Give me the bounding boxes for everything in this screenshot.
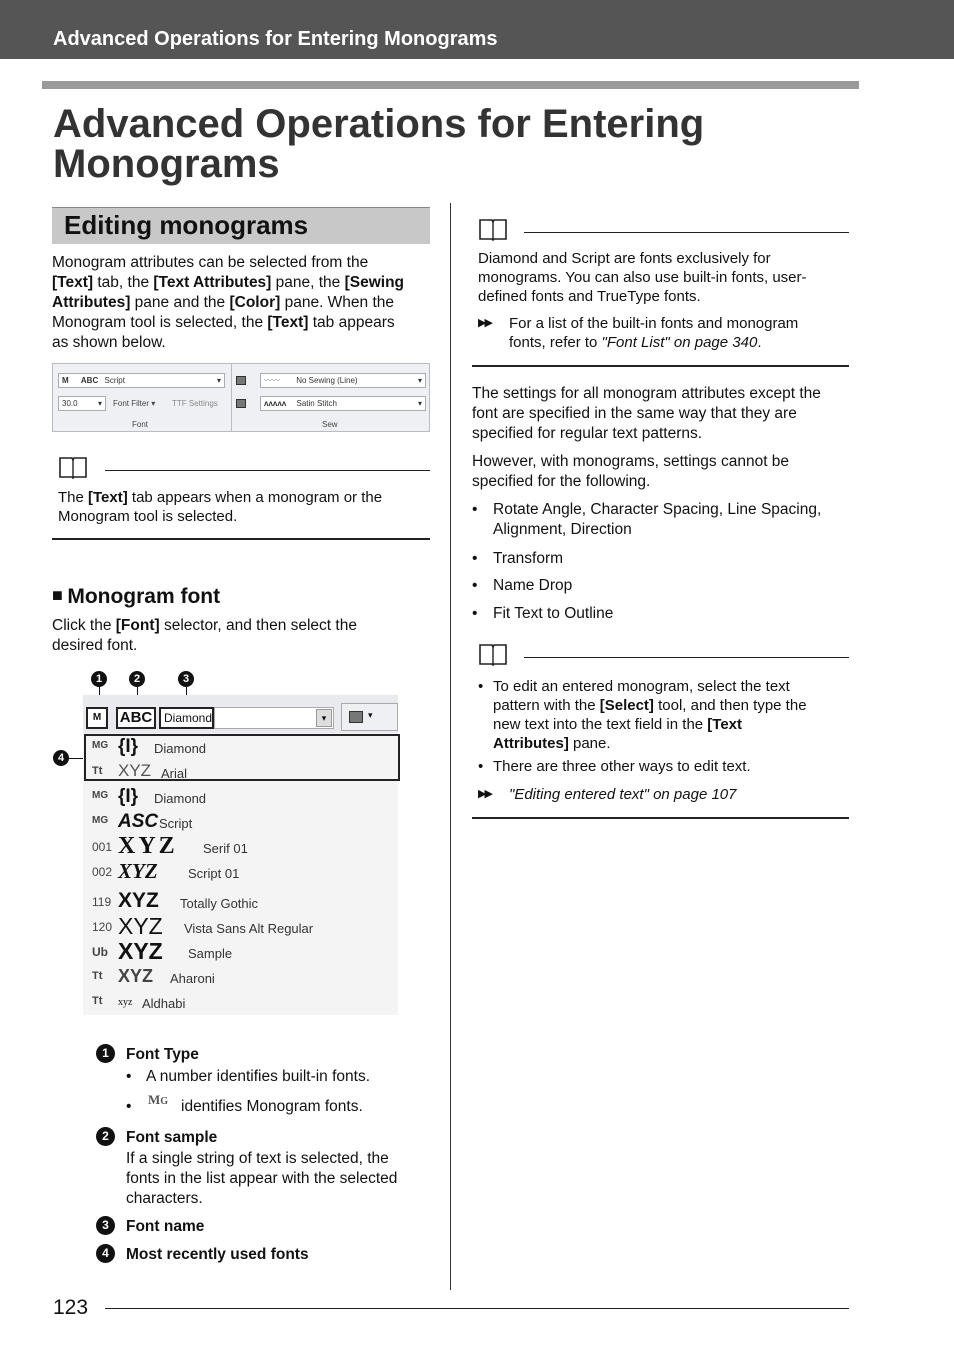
note-bottom-rule (472, 365, 849, 367)
intro-line: Monogram tool is selected, the [Text] tab appears (52, 314, 395, 331)
section-heading-text: Editing monograms (64, 210, 309, 240)
font-sample: XYZ (118, 833, 178, 859)
font-name-box: Diamond (159, 707, 214, 729)
callout-line (69, 758, 83, 759)
legend-builtin-text: A number identifies built-in fonts. (146, 1068, 371, 1085)
note-line: The [Text] tab appears when a monogram or the (58, 489, 383, 506)
font-selector-box[interactable] (58, 373, 225, 388)
font-name: Arial (161, 766, 188, 781)
font-name: Totally Gothic (180, 896, 259, 911)
font-sample: XYZ (118, 966, 154, 986)
list-item: Fit Text to Outline (493, 605, 614, 622)
note-line: To edit an entered monogram, select the text (493, 678, 790, 695)
legend-callout-1: 1 (96, 1044, 115, 1063)
note-line: monograms. You can also use built-in fonts, user- (478, 269, 807, 286)
legend-bullet: • (126, 1068, 132, 1085)
font-sample: {I} (118, 736, 139, 757)
font-sample: XYZ (118, 761, 152, 780)
font-type-id: MG (92, 740, 109, 751)
list-bullet: • (472, 550, 478, 567)
desc-line: If a single string of text is selected, the (126, 1150, 389, 1167)
font-type-id: Tt (92, 995, 103, 1007)
note-line: new text into the text field in the [Text (493, 716, 743, 733)
monogram-icon: M (62, 376, 69, 385)
legend-bullet: • (126, 1098, 132, 1115)
footer-rule (105, 1308, 849, 1309)
legend-monogram-text: identifies Monogram fonts. (181, 1098, 363, 1115)
note-other-ways-text: There are three other ways to edit text. (493, 758, 751, 775)
font-type-id: 002 (92, 865, 113, 879)
font-type-id: Ub (92, 945, 108, 959)
font-sample: xyz (118, 997, 133, 1008)
intro-line: Attributes] pane and the [Color] pane. When the (52, 294, 395, 311)
subsection-title: Monogram font (67, 585, 221, 608)
note-rule (524, 657, 849, 658)
font-name: Script 01 (188, 866, 240, 881)
font-type-icon: M (86, 707, 108, 729)
note-line: defined fonts and TrueType fonts. (478, 288, 701, 305)
font-selector-value: Script (104, 376, 125, 385)
list-item-line: Alignment, Direction (493, 521, 632, 538)
reference-arrow-icon: ▶▶ (478, 317, 491, 329)
list-bullet: • (472, 577, 478, 594)
intro-paragraph (52, 253, 432, 353)
subsection-heading (52, 585, 220, 609)
restriction-paragraph (472, 452, 852, 492)
header-rule (42, 81, 859, 89)
font-sample: XYZ (118, 938, 163, 964)
note-edit-text (493, 677, 853, 753)
legend-font-name: Font name (126, 1218, 205, 1235)
list-item: Name Drop (493, 577, 573, 594)
font-name: Sample (188, 946, 233, 961)
chevron-down-icon: ▾ (417, 376, 422, 385)
region-color-swatch[interactable] (236, 399, 246, 408)
right-note-text (478, 249, 850, 306)
line-color-swatch[interactable] (236, 376, 246, 385)
callout-2: 2 (129, 671, 145, 687)
color-selector-partial (341, 703, 398, 731)
font-selector-bar (83, 695, 398, 733)
paragraph-line: specified for regular text patterns. (472, 425, 703, 442)
note-line: Monogram tool is selected. (58, 508, 238, 525)
chevron-down-icon: ▾ (417, 399, 422, 408)
font-sample: ASC (118, 811, 159, 832)
desc-line: fonts in the list appear with the selected (126, 1170, 398, 1187)
note-line: Diamond and Script are fonts exclusively for (478, 250, 771, 267)
line-sew-type-box[interactable] (260, 373, 426, 388)
font-type-id: 001 (92, 840, 113, 854)
monogram-icon: MG (148, 1092, 169, 1107)
note-text (58, 488, 430, 526)
legend-recent-fonts: Most recently used fonts (126, 1246, 309, 1263)
section-heading (52, 207, 430, 244)
ribbon-group-separator (231, 364, 232, 431)
legend-font-sample: Font sample (126, 1129, 218, 1146)
intro-line: [Text] tab, the [Text Attributes] pane, the [Sewing (52, 274, 405, 291)
settings-paragraph (472, 384, 852, 444)
intro-line: as shown below. (52, 334, 166, 351)
region-sew-type-value: Satin Stitch (296, 399, 337, 408)
reference-arrow-icon: ▶▶ (478, 788, 491, 800)
list-item-line: Rotate Angle, Character Spacing, Line Spacing, (493, 501, 822, 518)
note-book-icon (478, 217, 508, 241)
paragraph-line: desired font. (52, 637, 138, 654)
font-name: Aldhabi (142, 996, 186, 1011)
legend-callout-3: 3 (96, 1216, 115, 1235)
font-name: Script (159, 816, 193, 831)
satin-stitch-icon: ʌʌʌʌʌ (264, 399, 287, 408)
chevron-down-icon: ▾ (216, 376, 221, 385)
list-item: Transform (493, 550, 564, 567)
font-sample: XYZ (118, 859, 158, 883)
color-swatch (349, 711, 363, 723)
region-sew-type-box[interactable] (260, 396, 426, 411)
monogram-font-paragraph (52, 616, 432, 656)
callout-4: 4 (53, 750, 69, 766)
group-label-font: Font (132, 420, 149, 429)
callout-3: 3 (178, 671, 194, 687)
note-book-icon (478, 642, 508, 666)
font-sample: XYZ (118, 889, 159, 912)
note-bullet: • (478, 758, 484, 775)
font-name: Serif 01 (203, 841, 248, 856)
paragraph-line: font are specified in the same way that they are (472, 405, 797, 422)
list-item (493, 500, 853, 540)
font-sample-abc: ABC (80, 376, 99, 385)
note-line: pattern with the [Select] tool, and then type the (493, 697, 807, 714)
legend-callout-2: 2 (96, 1127, 115, 1146)
ref-line: For a list of the built-in fonts and monogram (509, 315, 799, 332)
legend-font-type: Font Type (126, 1046, 199, 1063)
font-size-value: 30.0 (62, 399, 78, 408)
font-name: Vista Sans Alt Regular (184, 921, 314, 936)
list-bullet: • (472, 605, 478, 622)
note-book-icon (58, 455, 88, 479)
text-tab-ribbon-screenshot (52, 363, 430, 432)
list-bullet: • (472, 501, 478, 518)
square-bullet-icon: ■ (52, 585, 63, 605)
ttf-settings-button[interactable]: TTF Settings (172, 399, 218, 408)
font-type-id: MG (92, 790, 109, 801)
font-sample: XYZ (118, 913, 163, 939)
wave-stitch-icon: 〰〰 (264, 376, 280, 385)
line-sew-type-value: No Sewing (Line) (296, 376, 358, 385)
font-type-id: 119 (92, 895, 112, 909)
intro-line: Monogram attributes can be selected from the (52, 254, 369, 271)
font-type-id: Tt (92, 765, 103, 777)
paragraph-line: specified for the following. (472, 473, 651, 490)
font-name: Diamond (154, 741, 207, 756)
legend-font-sample-desc (126, 1149, 426, 1209)
note-bottom-rule (472, 817, 849, 819)
note-rule (105, 470, 430, 471)
running-header-title: Advanced Operations for Entering Monograms (53, 28, 498, 50)
page-title: Advanced Operations for Entering Monograms (53, 102, 705, 186)
chevron-down-icon: ▾ (97, 399, 102, 408)
chevron-down-icon[interactable]: ▾ (316, 709, 332, 727)
chevron-down-icon: ▾ (368, 710, 373, 720)
note-rule (524, 232, 849, 233)
paragraph-line: Click the [Font] selector, and then select the (52, 617, 357, 634)
font-name: Aharoni (170, 971, 215, 986)
font-size-box[interactable] (58, 396, 106, 411)
note-bottom-rule (52, 538, 430, 540)
group-label-sew: Sew (322, 420, 338, 429)
desc-line: characters. (126, 1190, 203, 1207)
ref-line: fonts, refer to "Font List" on page 340. (509, 334, 762, 351)
paragraph-line: The settings for all monogram attributes except the (472, 385, 821, 402)
page-number: 123 (53, 1296, 89, 1319)
note-bullet: • (478, 678, 484, 695)
font-filter-button[interactable]: Font Filter ▾ (113, 399, 156, 408)
font-sample-box: ABC (116, 707, 156, 729)
font-type-id: Tt (92, 970, 103, 982)
note-line: Attributes] pane. (493, 735, 611, 752)
font-sample: {I} (118, 786, 139, 807)
font-type-id: MG (92, 815, 109, 826)
paragraph-line: However, with monograms, settings cannot be (472, 453, 790, 470)
callout-1: 1 (91, 671, 107, 687)
column-divider (450, 203, 451, 1290)
font-name: Diamond (154, 791, 207, 806)
legend-callout-4: 4 (96, 1244, 115, 1263)
font-type-id: 120 (92, 920, 113, 934)
reference-text[interactable] (509, 314, 854, 352)
reference-link[interactable]: "Editing entered text" on page 107 (509, 786, 737, 803)
